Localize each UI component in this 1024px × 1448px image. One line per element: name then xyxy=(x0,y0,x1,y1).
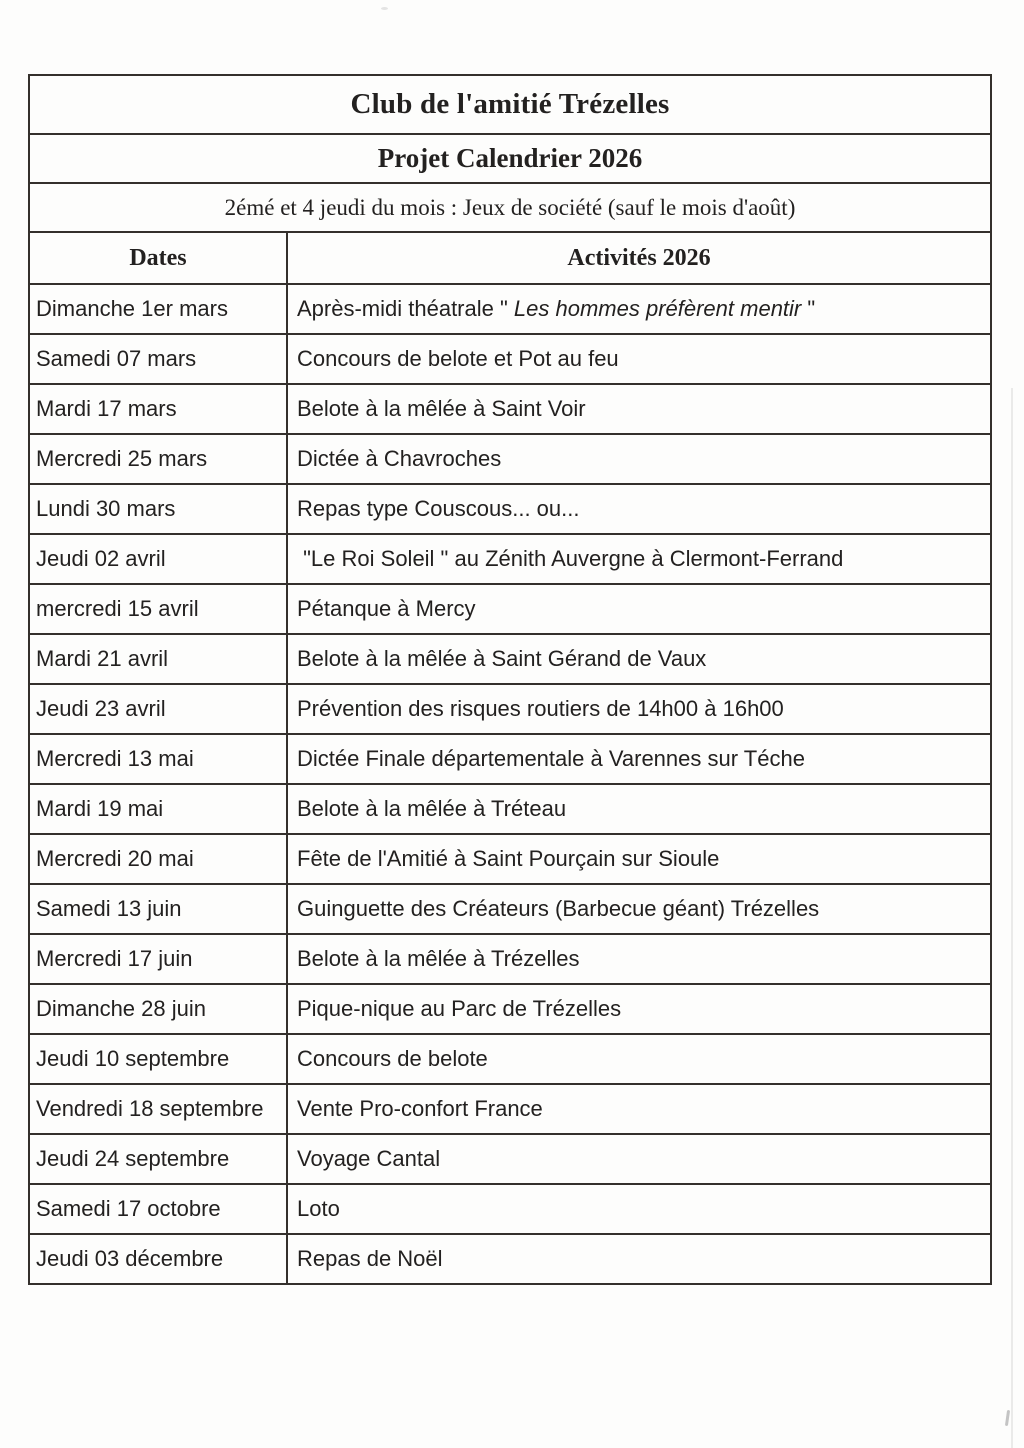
date-cell: Jeudi 23 avril xyxy=(29,684,287,734)
activity-text: Pique-nique au Parc de Trézelles xyxy=(297,996,622,1022)
activity-cell xyxy=(287,334,991,384)
activity-cell xyxy=(287,1184,991,1234)
activity-cell xyxy=(287,984,991,1034)
column-header-row xyxy=(29,232,991,284)
date-cell: Mercredi 25 mars xyxy=(29,434,287,484)
activity-cell xyxy=(287,1234,991,1284)
activity-text: Repas de Noël xyxy=(297,1246,443,1272)
table-row xyxy=(29,1184,991,1234)
document-subtitle: Projet Calendrier 2026 xyxy=(29,134,991,183)
table-row xyxy=(29,434,991,484)
scan-artifact-hook xyxy=(1005,1410,1010,1426)
activity-text: Belote à la mêlée à Tréteau xyxy=(297,796,567,822)
activity-text: " xyxy=(801,296,816,322)
activity-text: Belote à la mêlée à Saint Voir xyxy=(297,396,586,422)
activity-text: Voyage Cantal xyxy=(297,1146,441,1172)
table-row xyxy=(29,984,991,1034)
activity-cell xyxy=(287,834,991,884)
activity-cell xyxy=(287,584,991,634)
table-row xyxy=(29,684,991,734)
date-cell: mercredi 15 avril xyxy=(29,584,287,634)
note-row xyxy=(29,183,991,232)
activity-cell xyxy=(287,734,991,784)
date-cell: Samedi 07 mars xyxy=(29,334,287,384)
date-cell: Mardi 19 mai xyxy=(29,784,287,834)
activity-cell xyxy=(287,884,991,934)
table-row xyxy=(29,1034,991,1084)
table-row xyxy=(29,834,991,884)
activity-cell xyxy=(287,1034,991,1084)
activity-cell xyxy=(287,484,991,534)
activity-text-italic: Les hommes préfèrent mentir xyxy=(513,296,802,322)
table-row xyxy=(29,784,991,834)
table-row xyxy=(29,884,991,934)
date-cell: Lundi 30 mars xyxy=(29,484,287,534)
column-header-activities: Activités 2026 xyxy=(287,232,991,284)
table-row xyxy=(29,734,991,784)
calendar-rows xyxy=(29,284,991,1284)
activity-cell xyxy=(287,634,991,684)
activity-text: Belote à la mêlée à Trézelles xyxy=(297,946,580,972)
table-row xyxy=(29,634,991,684)
column-header-dates: Dates xyxy=(29,232,287,284)
activity-cell xyxy=(287,534,991,584)
date-cell: Jeudi 02 avril xyxy=(29,534,287,584)
activity-text: Concours de belote et Pot au feu xyxy=(297,346,619,372)
table-row xyxy=(29,384,991,434)
table-row xyxy=(29,484,991,534)
activity-text: Fête de l'Amitié à Saint Pourçain sur Sioule xyxy=(297,846,720,872)
title-row xyxy=(29,75,991,134)
activity-cell xyxy=(287,784,991,834)
table-row xyxy=(29,584,991,634)
activity-text: Dictée Finale départementale à Varennes sur Téche xyxy=(297,746,805,772)
activity-cell xyxy=(287,1134,991,1184)
date-cell: Mercredi 17 juin xyxy=(29,934,287,984)
date-cell: Mercredi 13 mai xyxy=(29,734,287,784)
table-row xyxy=(29,1084,991,1134)
table-row xyxy=(29,284,991,334)
activity-text: Après-midi théatrale " xyxy=(297,296,514,322)
activity-text: Guinguette des Créateurs (Barbecue géant) Trézelles xyxy=(297,896,820,922)
subtitle-row xyxy=(29,134,991,183)
date-cell: Jeudi 03 décembre xyxy=(29,1234,287,1284)
date-cell: Samedi 17 octobre xyxy=(29,1184,287,1234)
activity-text: Vente Pro-confort France xyxy=(297,1096,543,1122)
date-cell: Mercredi 20 mai xyxy=(29,834,287,884)
activity-text: Dictée à Chavroches xyxy=(297,446,502,472)
activity-cell xyxy=(287,684,991,734)
activity-cell xyxy=(287,934,991,984)
activity-cell xyxy=(287,1084,991,1134)
date-cell: Dimanche 1er mars xyxy=(29,284,287,334)
date-cell: Vendredi 18 septembre xyxy=(29,1084,287,1134)
scan-artifact-line xyxy=(1011,388,1013,1448)
date-cell: Samedi 13 juin xyxy=(29,884,287,934)
activity-text: Concours de belote xyxy=(297,1046,488,1072)
scan-artifact-speck xyxy=(381,7,388,10)
table-row xyxy=(29,1234,991,1284)
date-cell: Jeudi 10 septembre xyxy=(29,1034,287,1084)
calendar-table xyxy=(28,74,992,1285)
activity-cell xyxy=(287,284,991,334)
date-cell: Dimanche 28 juin xyxy=(29,984,287,1034)
table-row xyxy=(29,534,991,584)
activity-text: Prévention des risques routiers de 14h00 à 16h00 xyxy=(297,696,784,722)
table-row xyxy=(29,1134,991,1184)
activity-text: Belote à la mêlée à Saint Gérand de Vaux xyxy=(297,646,707,672)
date-cell: Mardi 17 mars xyxy=(29,384,287,434)
activity-cell xyxy=(287,434,991,484)
document-title: Club de l'amitié Trézelles xyxy=(29,75,991,134)
table-row xyxy=(29,934,991,984)
activity-text: Pétanque à Mercy xyxy=(297,596,476,622)
document-note: 2émé et 4 jeudi du mois : Jeux de société (sauf le mois d'août) xyxy=(29,183,991,232)
activity-cell xyxy=(287,384,991,434)
activity-text: Repas type Couscous... ou... xyxy=(297,496,580,522)
date-cell: Mardi 21 avril xyxy=(29,634,287,684)
activity-text: "Le Roi Soleil " au Zénith Auvergne à Clermont-Ferrand xyxy=(297,546,844,572)
date-cell: Jeudi 24 septembre xyxy=(29,1134,287,1184)
table-row xyxy=(29,334,991,384)
activity-text: Loto xyxy=(297,1196,340,1222)
